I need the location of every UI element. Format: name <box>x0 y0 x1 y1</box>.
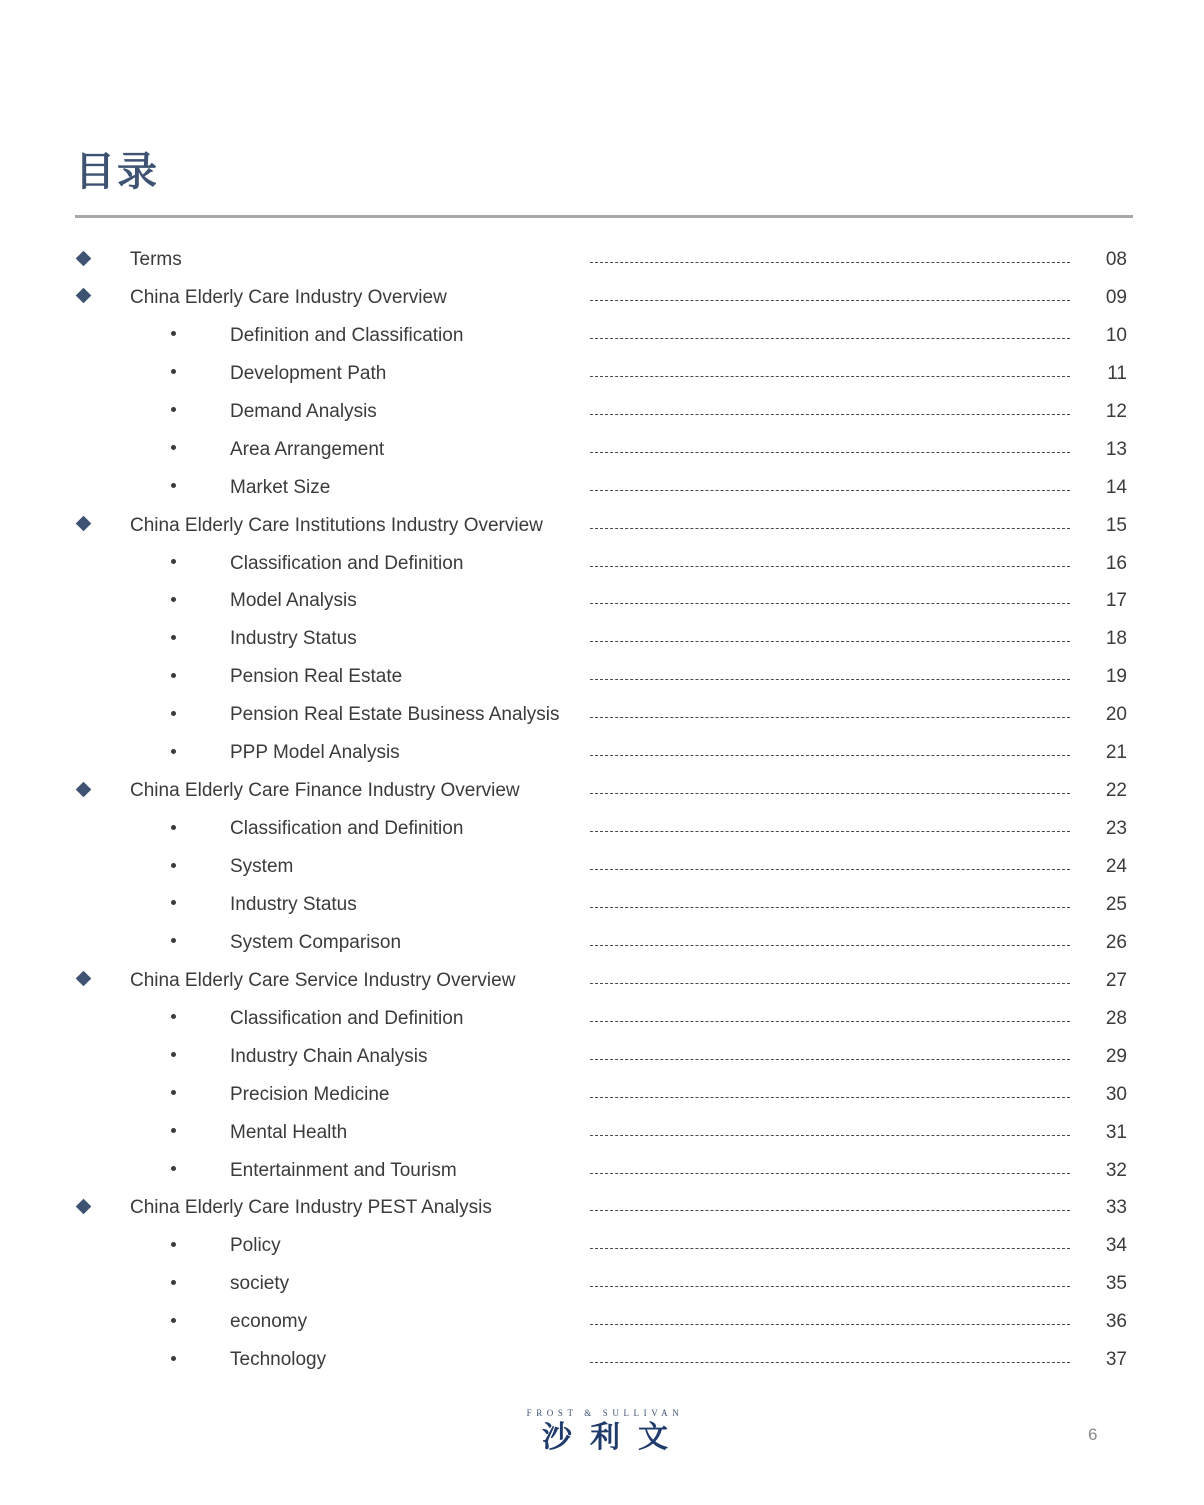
toc-entry-label: Entertainment and Tourism <box>230 1159 457 1181</box>
dot-bullet-icon <box>171 1000 176 1038</box>
dotted-leader <box>590 831 1070 832</box>
toc-subsection-row[interactable] <box>0 848 1204 886</box>
toc-subsection-row[interactable] <box>0 1038 1204 1076</box>
dot-bullet-icon <box>171 696 176 734</box>
toc-entry-page: 29 <box>1105 1045 1127 1067</box>
toc-section-row[interactable] <box>0 507 1204 545</box>
dot-bullet-icon <box>171 317 176 355</box>
toc-entry-label: China Elderly Care Service Industry Overview <box>130 969 516 991</box>
toc-entry-page: 19 <box>1105 666 1127 688</box>
dotted-leader <box>590 755 1070 756</box>
dot-bullet-icon <box>171 393 176 431</box>
toc-entry-page: 09 <box>1105 286 1127 308</box>
diamond-bullet-icon <box>78 962 89 1000</box>
page-number: 6 <box>1088 1425 1098 1444</box>
dotted-leader <box>590 679 1070 680</box>
dot-bullet-icon <box>171 355 176 393</box>
dotted-leader <box>590 983 1070 984</box>
dotted-leader <box>590 717 1070 718</box>
toc-subsection-row[interactable] <box>0 620 1204 658</box>
toc-subsection-row[interactable] <box>0 886 1204 924</box>
toc-entry-label: Industry Chain Analysis <box>230 1045 428 1067</box>
toc-subsection-row[interactable] <box>0 1227 1204 1265</box>
toc-section-row[interactable] <box>0 772 1204 810</box>
dotted-leader <box>590 338 1070 339</box>
page-title: 目录 <box>75 149 159 195</box>
toc-entry-label: Definition and Classification <box>230 324 464 346</box>
dot-bullet-icon <box>171 658 176 696</box>
toc-entry-page: 26 <box>1105 931 1127 953</box>
toc-entry-label: Market Size <box>230 476 331 498</box>
dot-bullet-icon <box>171 1038 176 1076</box>
logo-chinese-text: 沙利文 <box>542 1420 686 1455</box>
toc-entry-page: 11 <box>1107 362 1127 384</box>
dot-bullet-icon <box>171 734 176 772</box>
dotted-leader <box>590 603 1070 604</box>
toc-entry-label: economy <box>230 1311 308 1333</box>
toc-entry-label: Policy <box>230 1235 281 1257</box>
toc-entry-label: System <box>230 856 294 877</box>
toc-entry-label: Mental Health <box>230 1121 348 1143</box>
dot-bullet-icon <box>171 1152 176 1190</box>
toc-entry-label: Area Arrangement <box>230 438 385 460</box>
toc-entry-label: Industry Status <box>230 893 357 915</box>
dotted-leader <box>590 793 1070 794</box>
toc-entry-page: 17 <box>1105 590 1127 612</box>
toc-entry-page: 10 <box>1105 324 1127 346</box>
diamond-bullet-icon <box>78 772 89 810</box>
dot-bullet-icon <box>171 886 176 924</box>
toc-entry-label: China Elderly Care Industry Overview <box>130 286 447 308</box>
toc-subsection-row[interactable] <box>0 355 1204 393</box>
toc-entry-label: PPP Model Analysis <box>230 742 400 764</box>
toc-subsection-row[interactable] <box>0 924 1204 962</box>
toc-subsection-row[interactable] <box>0 393 1204 431</box>
toc-entry-page: 36 <box>1105 1311 1127 1333</box>
dotted-leader <box>590 945 1070 946</box>
toc-subsection-row[interactable] <box>0 582 1204 620</box>
toc-entry-page: 32 <box>1105 1159 1127 1181</box>
toc-entry-page: 25 <box>1105 893 1127 915</box>
toc-subsection-row[interactable] <box>0 469 1204 507</box>
toc-entry-page: 27 <box>1105 969 1127 991</box>
dotted-leader <box>590 1097 1070 1098</box>
dotted-leader <box>590 1173 1070 1174</box>
dotted-leader <box>590 262 1070 263</box>
dot-bullet-icon <box>171 1265 176 1303</box>
toc-entry-page: 18 <box>1105 628 1127 650</box>
toc-subsection-row[interactable] <box>0 1152 1204 1190</box>
dot-bullet-icon <box>171 582 176 620</box>
dotted-leader <box>590 376 1070 377</box>
toc-entry-page: 13 <box>1105 438 1127 460</box>
toc-subsection-row[interactable] <box>0 810 1204 848</box>
toc-entry-page: 15 <box>1105 514 1127 536</box>
dotted-leader <box>590 1362 1070 1363</box>
toc-subsection-row[interactable] <box>0 1076 1204 1114</box>
logo-english-text: FROST & SULLIVAN <box>526 1408 684 1418</box>
dot-bullet-icon <box>171 1114 176 1152</box>
dotted-leader <box>590 452 1070 453</box>
toc-entry-label: society <box>230 1273 290 1295</box>
toc-subsection-row[interactable] <box>0 317 1204 355</box>
toc-entry-page: 33 <box>1105 1197 1127 1219</box>
dotted-leader <box>590 490 1070 491</box>
toc-subsection-row[interactable] <box>0 545 1204 583</box>
toc-subsection-row[interactable] <box>0 734 1204 772</box>
title-divider <box>75 215 1133 218</box>
toc-entry-page: 14 <box>1105 476 1127 498</box>
dot-bullet-icon <box>171 620 176 658</box>
toc-section-row[interactable] <box>0 962 1204 1000</box>
dotted-leader <box>590 907 1070 908</box>
toc-subsection-row[interactable] <box>0 1303 1204 1341</box>
toc-entry-label: Development Path <box>230 362 387 384</box>
dotted-leader <box>590 1210 1070 1211</box>
toc-entry-page: 37 <box>1105 1349 1127 1371</box>
dot-bullet-icon <box>171 848 176 886</box>
toc-entry-page: 22 <box>1105 780 1127 802</box>
dot-bullet-icon <box>171 1341 176 1379</box>
toc-entry-label: Terms <box>130 249 182 270</box>
toc-entry-page: 24 <box>1105 856 1127 877</box>
toc-entry-page: 16 <box>1105 552 1127 574</box>
toc-entry-label: Demand Analysis <box>230 400 377 422</box>
toc-entry-label: Classification and Definition <box>230 1007 464 1029</box>
toc-entry-label: Industry Status <box>230 628 357 650</box>
dotted-leader <box>590 1135 1070 1136</box>
dotted-leader <box>590 1021 1070 1022</box>
toc-entry-page: 30 <box>1105 1083 1127 1105</box>
dot-bullet-icon <box>171 545 176 583</box>
dot-bullet-icon <box>171 924 176 962</box>
dot-bullet-icon <box>171 469 176 507</box>
diamond-bullet-icon <box>78 241 89 279</box>
diamond-bullet-icon <box>78 1189 89 1227</box>
dot-bullet-icon <box>171 1227 176 1265</box>
toc-section-row[interactable] <box>0 279 1204 317</box>
toc-entry-page: 34 <box>1105 1235 1127 1257</box>
toc-entry-label: Classification and Definition <box>230 818 464 840</box>
toc-entry-page: 21 <box>1105 742 1127 764</box>
dotted-leader <box>590 300 1070 301</box>
dot-bullet-icon <box>171 1076 176 1114</box>
dot-bullet-icon <box>171 1303 176 1341</box>
toc-section-row[interactable] <box>0 1189 1204 1227</box>
toc-subsection-row[interactable] <box>0 1000 1204 1038</box>
dotted-leader <box>590 1286 1070 1287</box>
dotted-leader <box>590 869 1070 870</box>
dotted-leader <box>590 528 1070 529</box>
toc-subsection-row[interactable] <box>0 1265 1204 1303</box>
table-of-contents <box>0 241 1204 1379</box>
toc-entry-label: Model Analysis <box>230 590 357 612</box>
dotted-leader <box>590 641 1070 642</box>
toc-entry-label: China Elderly Care Industry PEST Analysis <box>130 1197 492 1219</box>
toc-entry-page: 35 <box>1105 1273 1127 1295</box>
toc-entry-page: 23 <box>1105 818 1127 840</box>
toc-entry-label: Classification and Definition <box>230 552 464 574</box>
toc-entry-label: Pension Real Estate <box>230 666 403 688</box>
diamond-bullet-icon <box>78 279 89 317</box>
toc-entry-page: 12 <box>1105 400 1127 422</box>
toc-entry-label: Pension Real Estate Business Analysis <box>230 704 560 726</box>
diamond-bullet-icon <box>78 507 89 545</box>
toc-entry-label: China Elderly Care Finance Industry Overview <box>130 780 520 802</box>
frost-sullivan-logo <box>520 1406 690 1466</box>
toc-entry-label: China Elderly Care Institutions Industry Overview <box>130 514 543 536</box>
dotted-leader <box>590 414 1070 415</box>
toc-subsection-row[interactable] <box>0 696 1204 734</box>
dotted-leader <box>590 1248 1070 1249</box>
toc-subsection-row[interactable] <box>0 658 1204 696</box>
toc-entry-label: Precision Medicine <box>230 1083 390 1105</box>
dotted-leader <box>590 1059 1070 1060</box>
toc-section-row[interactable] <box>0 241 1204 279</box>
dotted-leader <box>590 566 1070 567</box>
toc-entry-page: 20 <box>1105 704 1127 726</box>
toc-subsection-row[interactable] <box>0 1114 1204 1152</box>
toc-entry-page: 31 <box>1105 1121 1127 1143</box>
toc-subsection-row[interactable] <box>0 431 1204 469</box>
dotted-leader <box>590 1324 1070 1325</box>
dot-bullet-icon <box>171 810 176 848</box>
toc-entry-label: Technology <box>230 1349 327 1371</box>
toc-entry-page: 08 <box>1105 249 1127 270</box>
toc-entry-label: System Comparison <box>230 931 402 953</box>
toc-subsection-row[interactable] <box>0 1341 1204 1379</box>
dot-bullet-icon <box>171 431 176 469</box>
toc-entry-page: 28 <box>1105 1007 1127 1029</box>
